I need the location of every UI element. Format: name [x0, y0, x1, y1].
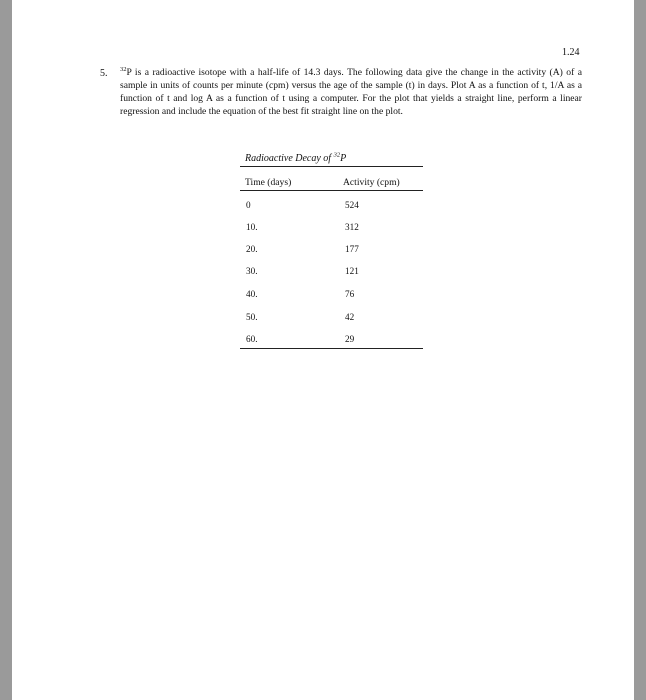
activity-cell: 524	[345, 200, 359, 210]
activity-cell: 121	[345, 266, 359, 276]
problem-statement	[120, 66, 582, 118]
table-row	[240, 200, 423, 214]
page-number: 1.24	[562, 47, 580, 58]
time-cell: 50.	[246, 312, 258, 322]
table-row	[240, 222, 423, 236]
table-row	[240, 289, 423, 303]
table-top-rule	[240, 166, 423, 167]
caption-text: Radioactive Decay of	[245, 153, 334, 164]
column-header-time: Time (days)	[245, 177, 292, 188]
document-page	[12, 0, 634, 700]
time-cell: 30.	[246, 266, 258, 276]
column-header-activity: Activity (cpm)	[343, 177, 400, 188]
time-cell: 0	[246, 200, 251, 210]
problem-number: 5.	[100, 68, 108, 79]
time-cell: 10.	[246, 222, 258, 232]
table-row	[240, 334, 423, 348]
table-header-rule	[240, 190, 423, 191]
table-row	[240, 312, 423, 326]
table-row	[240, 266, 423, 280]
caption-element: P	[340, 153, 347, 164]
table-caption	[245, 153, 346, 164]
activity-cell: 42	[345, 312, 355, 322]
problem-body: P is a radioactive isotope with a half-life of 14.3 days. The following data give the change in the activity (A) of a sample in units of counts per minute (cpm) versus the age of the sample (t) in days. Plot A as a function of t, 1/A as a function of t and log A as a function of t using a computer. For the plot that yields a straight line, perform a linear regression and include the equation of the best fit straight line on the plot.	[120, 67, 582, 117]
activity-cell: 76	[345, 289, 355, 299]
activity-cell: 29	[345, 334, 355, 344]
caption-mass-superscript: 32	[333, 151, 341, 159]
time-cell: 20.	[246, 244, 258, 254]
time-cell: 40.	[246, 289, 258, 299]
activity-cell: 312	[345, 222, 359, 232]
activity-cell: 177	[345, 244, 359, 254]
time-cell: 60.	[246, 334, 258, 344]
isotope-mass-superscript: 32	[120, 65, 127, 73]
table-bottom-rule	[240, 348, 423, 349]
table-row	[240, 244, 423, 258]
